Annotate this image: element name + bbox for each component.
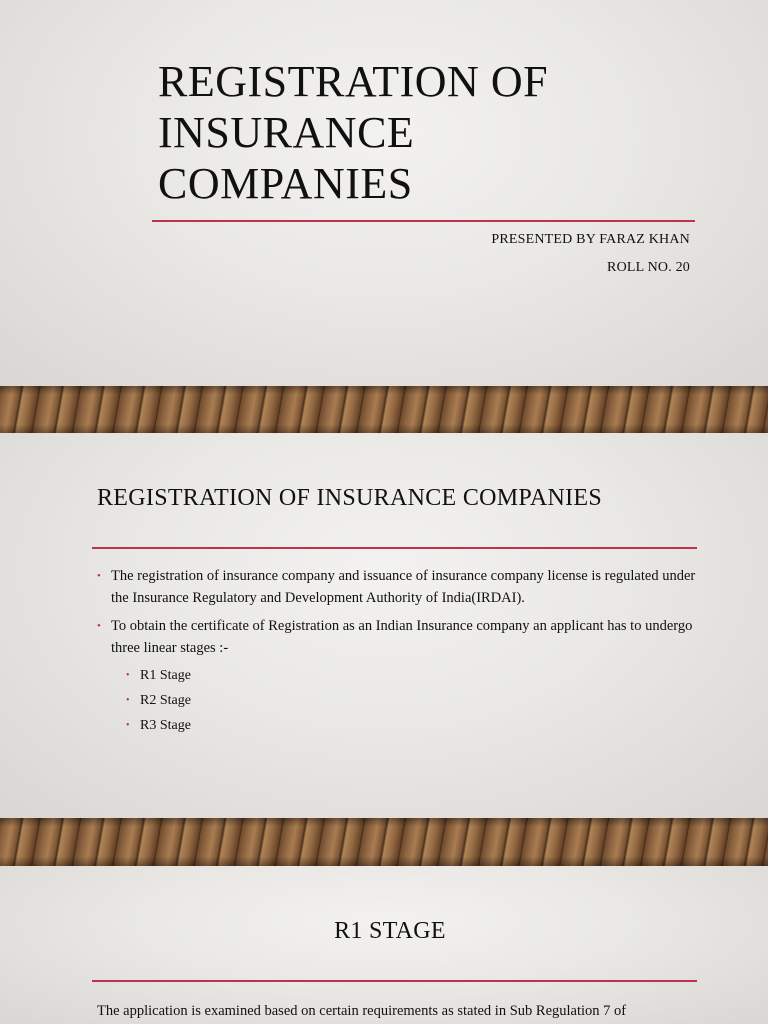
bullet-item bbox=[97, 615, 707, 738]
bullet-icon: • bbox=[97, 620, 101, 632]
bullet-icon: • bbox=[126, 720, 130, 731]
bullet-icon: • bbox=[97, 570, 101, 582]
wood-floor-divider bbox=[0, 386, 768, 434]
sub-bullet-text: R2 Stage bbox=[140, 693, 191, 708]
bullet-list bbox=[97, 565, 707, 744]
sub-bullet-item bbox=[111, 663, 707, 688]
title-slide-heading bbox=[158, 56, 698, 209]
sub-bullet-text: R3 Stage bbox=[140, 718, 191, 733]
slide-registration bbox=[0, 433, 768, 818]
bullet-text: The registration of insurance company and issuance of insurance company license is regulated under the Insurance Regulatory and Development Authority of India(IRDAI). bbox=[111, 568, 696, 606]
title-divider bbox=[152, 220, 695, 222]
bullet-icon: • bbox=[126, 695, 130, 706]
title-line-3: COMPANIES bbox=[158, 159, 413, 208]
bullet-icon: • bbox=[126, 670, 130, 681]
roll-number-text: ROLL NO. 20 bbox=[607, 260, 690, 275]
heading-divider bbox=[92, 980, 697, 982]
bullet-item bbox=[97, 565, 707, 609]
presenter-text: PRESENTED BY FARAZ KHAN bbox=[491, 232, 690, 247]
wood-floor-divider bbox=[0, 818, 768, 866]
slide-heading: R1 STAGE bbox=[334, 918, 446, 944]
bullet-text: To obtain the certificate of Registration as an Indian Insurance company an applicant has to undergo three linear stages :- bbox=[111, 618, 693, 656]
body-paragraph: The application is examined based on certain requirements as stated in Sub Regulation 7 of bbox=[97, 1003, 627, 1019]
title-line-2: INSURANCE bbox=[158, 108, 415, 157]
sub-bullet-item bbox=[111, 688, 707, 713]
sub-bullet-item bbox=[111, 713, 707, 738]
slide-title bbox=[0, 0, 768, 386]
sub-bullet-text: R1 Stage bbox=[140, 668, 191, 683]
sub-bullet-list bbox=[111, 663, 707, 738]
slide-r1-stage bbox=[0, 866, 768, 1024]
heading-divider bbox=[92, 547, 697, 549]
slide-heading: REGISTRATION OF INSURANCE COMPANIES bbox=[97, 485, 603, 511]
title-line-1: REGISTRATION OF bbox=[158, 57, 549, 106]
